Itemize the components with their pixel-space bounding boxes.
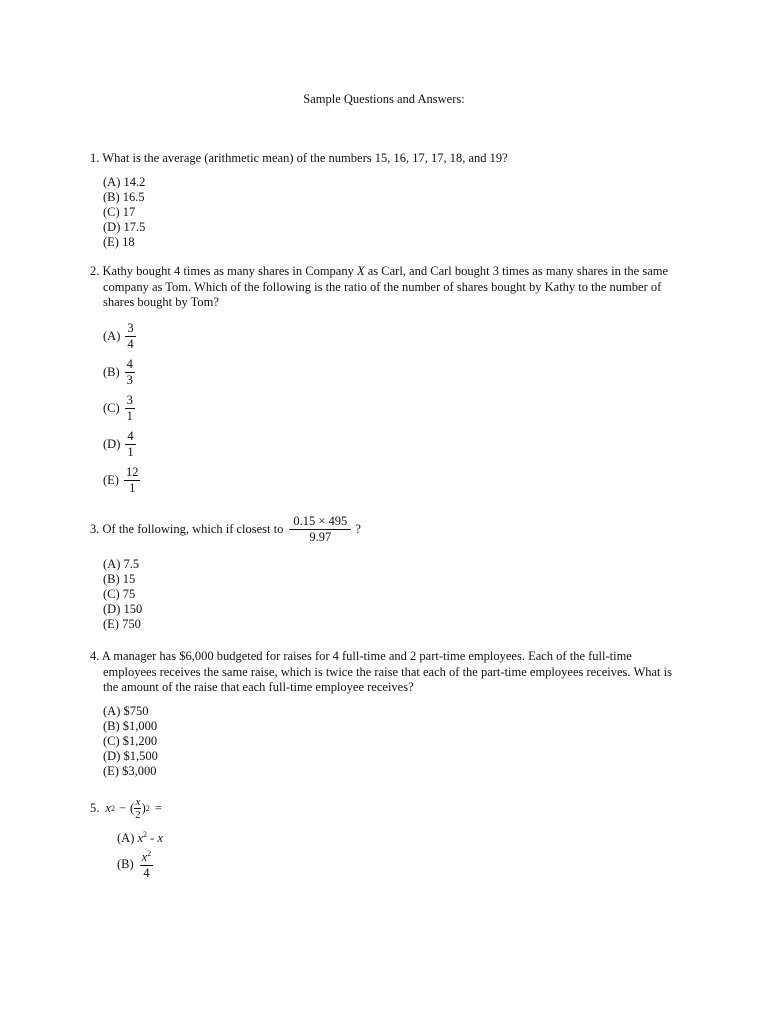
answer-choice: (E) 18	[103, 234, 135, 249]
question-3	[90, 514, 680, 632]
question-5	[90, 796, 680, 883]
answer-choice: (D) 17.5	[103, 219, 146, 234]
fraction: $\frac{x^2}{4}$	[141, 848, 152, 880]
question-text: 3. Of the following, which if closest to $\frac{0.15 \times 495}{9.97}$ ?	[90, 514, 361, 544]
answer-choice: (B) $\frac{x^2}{4}$	[117, 848, 152, 880]
answer-choices	[90, 831, 680, 883]
answer-choices	[90, 557, 680, 632]
answer-choice: (B) 15	[103, 572, 136, 586]
question-text: 2. Kathy bought 4 times as many shares in Company X as Carl, and Carl bought 3 times as many shares in the same company as Tom. Which of the following is the ratio of the number of shares bought by Kathy to the number of shares bought by Tom?	[90, 264, 669, 309]
fraction: $\frac{0.15 \times 495}{9.97}$	[289, 514, 351, 545]
answer-choice: (A) $750	[103, 703, 149, 718]
answer-choices	[90, 175, 680, 250]
answer-choice: (B) 16.5	[103, 189, 145, 204]
answer-choice: (B) $\frac{4}{3}$	[103, 357, 133, 387]
question-text: 1. What is the average (arithmetic mean) of the numbers 15, 16, 17, 17, 18, and 19?	[90, 151, 508, 165]
answer-choice: (D) $1,500	[103, 748, 158, 763]
answer-choice: (C) $1,200	[103, 733, 158, 748]
question-4	[90, 649, 680, 779]
fraction: $\frac{3}{1}$	[126, 393, 133, 423]
answer-choice: (D) $\frac{4}{1}$	[103, 429, 134, 459]
answer-choice: (C) 75	[103, 587, 136, 601]
answer-choice: (E) $3,000	[103, 763, 157, 778]
fraction: $\frac{3}{4}$	[127, 321, 134, 351]
answer-choices	[90, 319, 680, 499]
answer-choice: (C) $\frac{3}{1}$	[103, 393, 133, 423]
answer-choice: (E) 750	[103, 617, 141, 631]
answer-choices	[90, 704, 680, 779]
question-text: 4. A manager has $6,000 budgeted for raises for 4 full-time and 2 part-time employees. Each of the full-time employees receives the same raise, which is twice the raise that each of the part-time employees receives. What is the amount of the raise that each full-time employee receives?	[90, 649, 672, 694]
answer-choice: (B) $1,000	[103, 718, 158, 733]
question-expression: 5. x 2 − ( $\frac{x}{2}$ ) 2 =	[90, 796, 162, 821]
fraction: $\frac{x}{2}$	[135, 796, 141, 821]
answer-choice: (A) 7.5	[103, 557, 140, 571]
answer-choice: (C) 17	[103, 204, 136, 219]
answer-choice: (A) $\frac{3}{4}$	[103, 321, 134, 351]
answer-choice: (D) 150	[103, 602, 143, 616]
answer-choice: (A) $x^2$ - x	[117, 829, 164, 845]
answer-choice: (A) 14.2	[103, 174, 146, 189]
fraction: $\frac{4}{1}$	[127, 429, 134, 459]
fraction: $\frac{12}{1}$	[125, 465, 139, 495]
question-2	[90, 264, 680, 499]
page-title: Sample Questions and Answers:	[303, 92, 465, 106]
question-1	[90, 151, 680, 250]
answer-choice: (E) $\frac{12}{1}$	[103, 465, 139, 495]
variable: X	[356, 264, 365, 278]
fraction: $\frac{4}{3}$	[126, 357, 133, 387]
